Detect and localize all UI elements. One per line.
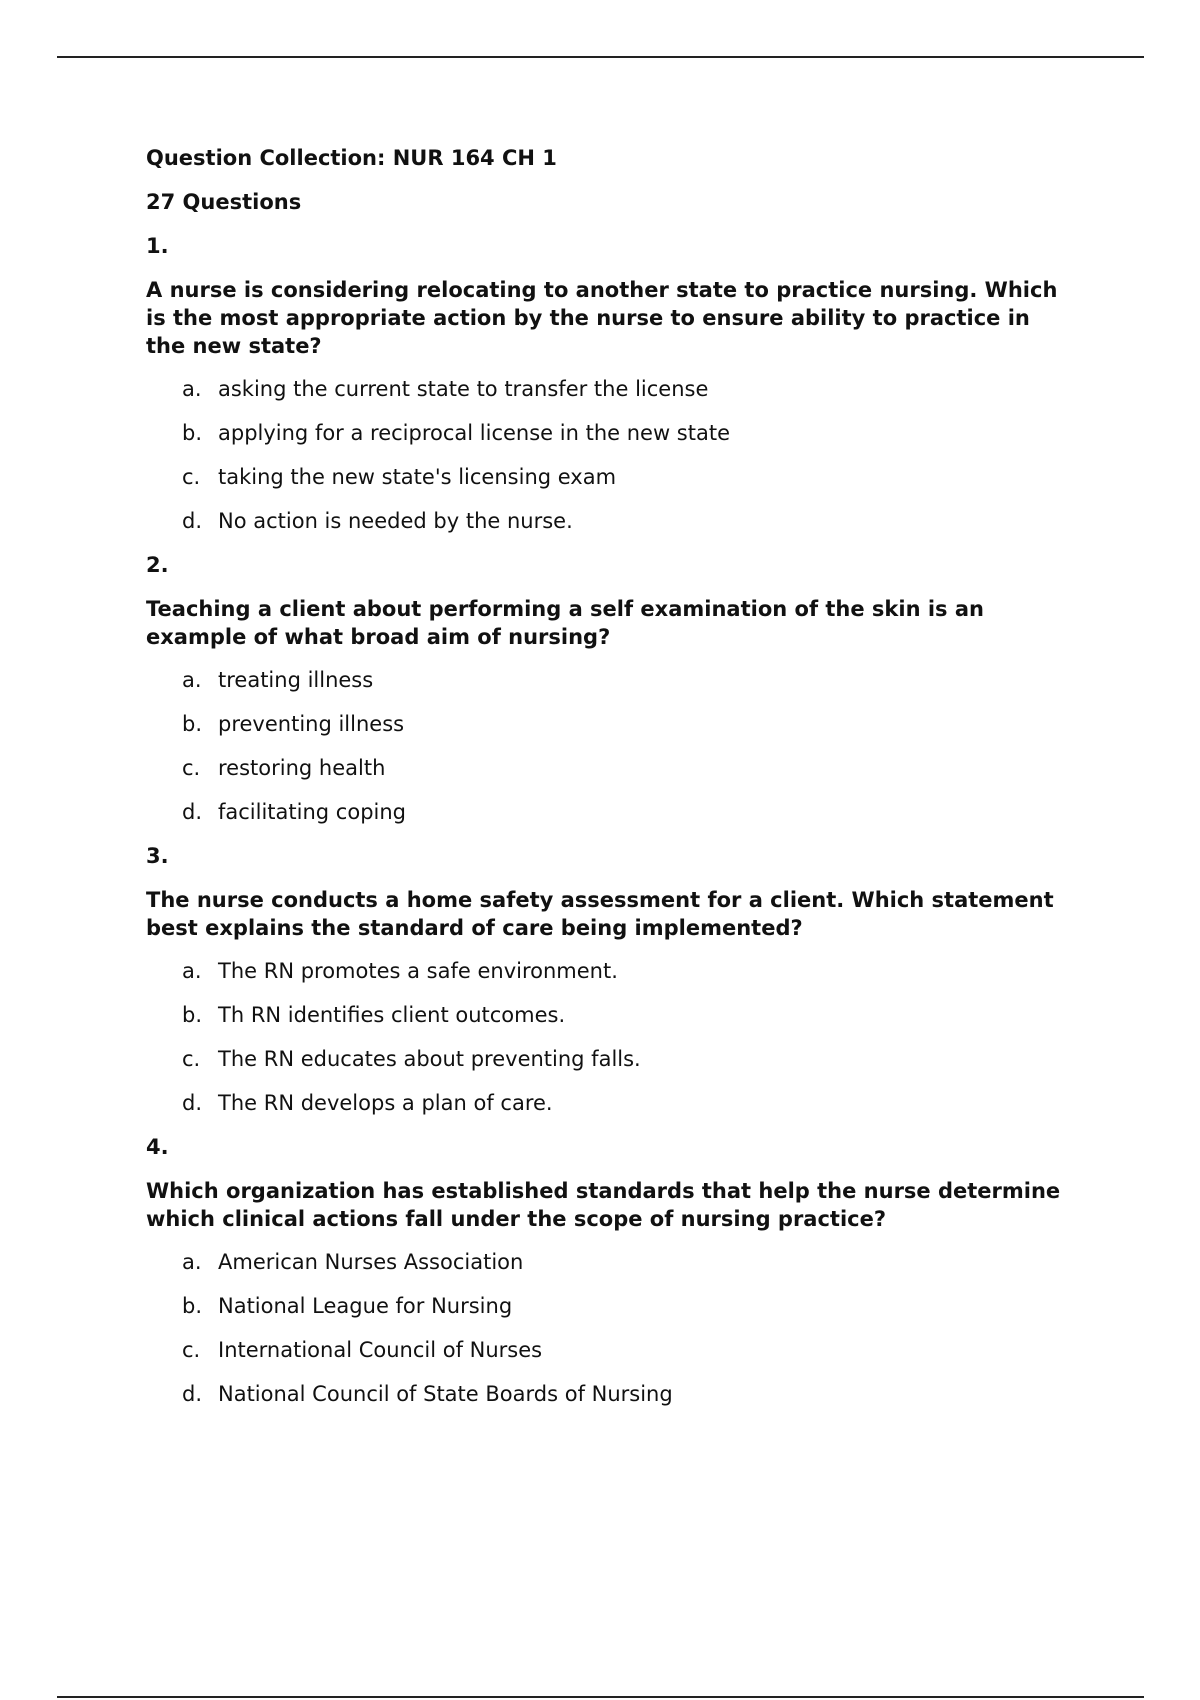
answer-options [146,666,1076,826]
footer-divider [57,1696,1144,1698]
answer-option [182,419,1076,447]
answer-option [182,1336,1076,1364]
document-body [146,144,1076,1424]
option-text: American Nurses Association [218,1250,524,1274]
answer-option [182,666,1076,694]
option-letter: a. [182,1250,202,1274]
collection-title: Question Collection: NUR 164 CH 1 [146,146,557,170]
answer-option [182,957,1076,985]
answer-option [182,1089,1076,1117]
question-block [146,842,1076,1117]
answer-option [182,710,1076,738]
option-letter: d. [182,509,203,533]
answer-option [182,1248,1076,1276]
option-letter: c. [182,1047,201,1071]
option-text: The RN develops a plan of care. [218,1091,553,1115]
question-stem: The nurse conducts a home safety assessment for a client. Which statement best explains the standard of care being implemented? [146,888,1054,940]
option-text: facilitating coping [218,800,406,824]
option-text: No action is needed by the nurse. [218,509,573,533]
option-text: International Council of Nurses [218,1338,543,1362]
question-block [146,232,1076,535]
question-number: 4. [146,1135,169,1159]
question-stem: A nurse is considering relocating to another state to practice nursing. Which is the most appropriate action by the nurse to ensure ability to practice in the new state? [146,278,1058,358]
answer-options [146,1248,1076,1408]
option-text: restoring health [218,756,386,780]
option-letter: c. [182,1338,201,1362]
option-text: taking the new state's licensing exam [218,465,617,489]
header-divider [57,56,1144,58]
option-text: preventing illness [218,712,405,736]
option-text: National League for Nursing [218,1294,513,1318]
option-letter: a. [182,959,202,983]
option-text: The RN educates about preventing falls. [218,1047,641,1071]
question-number: 2. [146,553,169,577]
answer-option [182,1292,1076,1320]
option-letter: b. [182,1294,203,1318]
answer-option [182,463,1076,491]
option-letter: c. [182,465,201,489]
question-block [146,551,1076,826]
option-text: asking the current state to transfer the license [218,377,709,401]
option-letter: d. [182,800,203,824]
answer-option [182,1045,1076,1073]
answer-options [146,957,1076,1117]
answer-option [182,798,1076,826]
answer-options [146,375,1076,535]
question-number: 1. [146,234,169,258]
option-letter: c. [182,756,201,780]
option-text: treating illness [218,668,374,692]
option-text: applying for a reciprocal license in the new state [218,421,730,445]
option-letter: d. [182,1382,203,1406]
question-stem: Which organization has established standards that help the nurse determine which clinical actions fall under the scope of nursing practice? [146,1179,1061,1231]
option-text: National Council of State Boards of Nursing [218,1382,673,1406]
option-letter: a. [182,377,202,401]
question-count: 27 Questions [146,190,302,214]
answer-option [182,1380,1076,1408]
option-text: The RN promotes a safe environment. [218,959,618,983]
question-number: 3. [146,844,169,868]
option-letter: d. [182,1091,203,1115]
answer-option [182,754,1076,782]
option-text: Th RN identifies client outcomes. [218,1003,566,1027]
option-letter: b. [182,712,203,736]
answer-option [182,375,1076,403]
answer-option [182,1001,1076,1029]
option-letter: a. [182,668,202,692]
answer-option [182,507,1076,535]
option-letter: b. [182,1003,203,1027]
question-block [146,1133,1076,1408]
option-letter: b. [182,421,203,445]
question-stem: Teaching a client about performing a self examination of the skin is an example of what broad aim of nursing? [146,597,984,649]
